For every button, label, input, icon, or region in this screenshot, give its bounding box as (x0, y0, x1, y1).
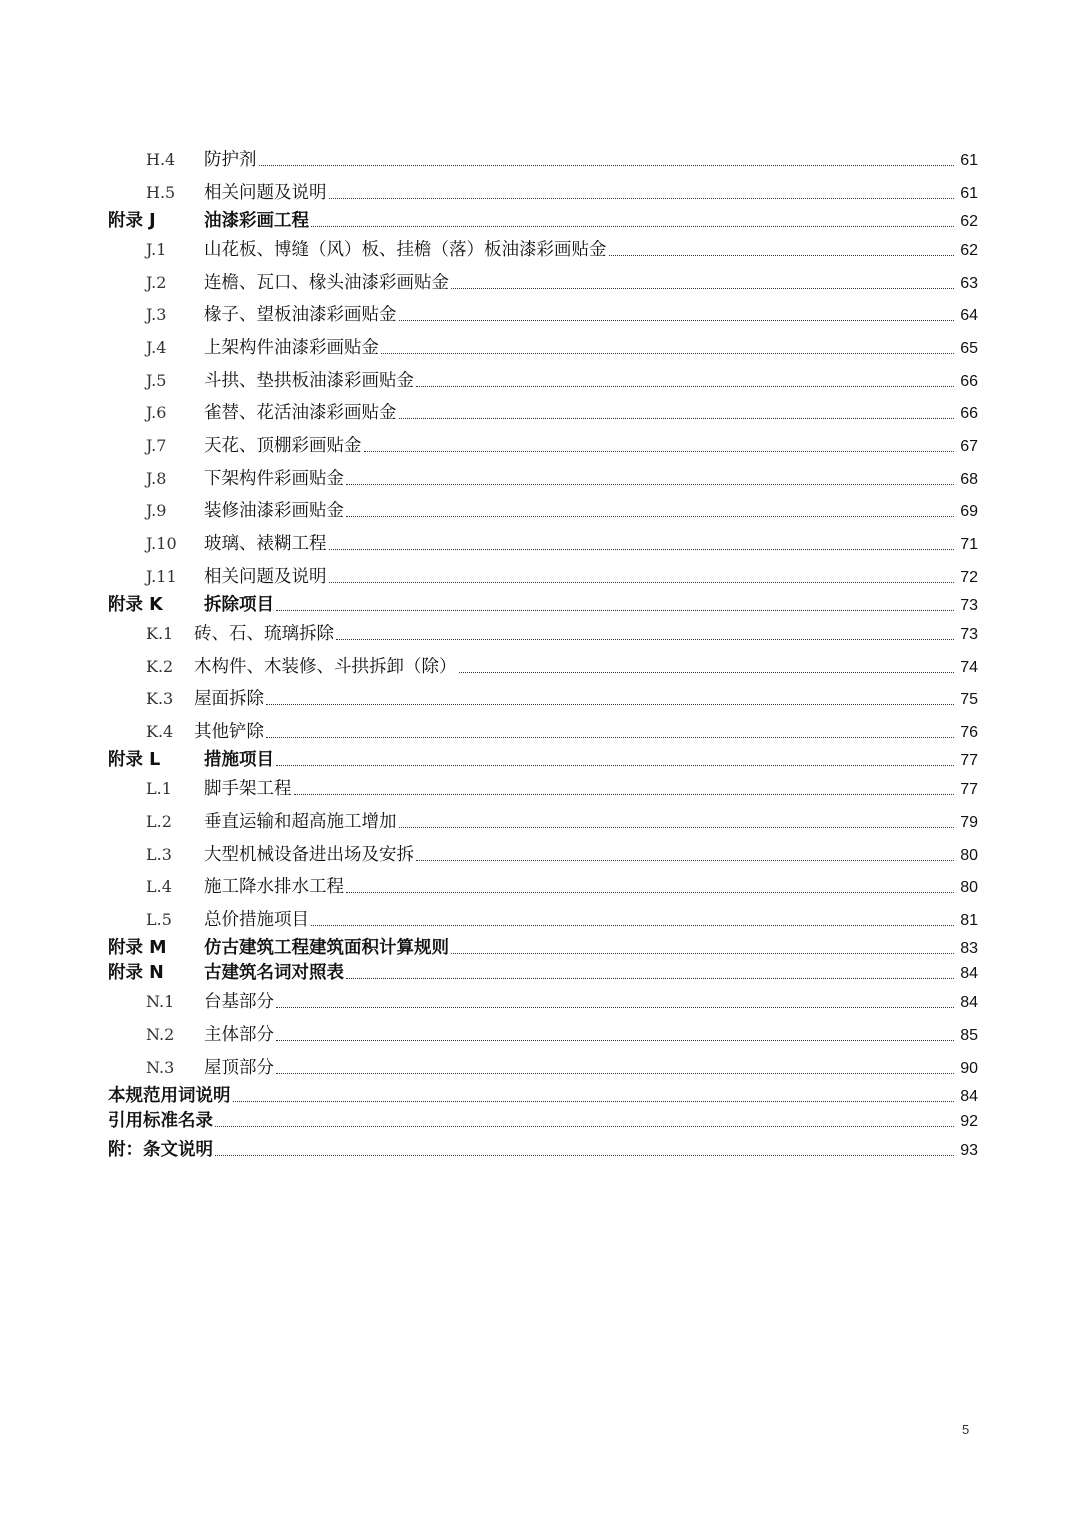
dot-leader (451, 287, 954, 289)
toc-entry-title: 大型机械设备进出场及安拆 (204, 845, 414, 865)
toc-entry (108, 433, 978, 459)
toc-entry-page: 83 (960, 940, 978, 957)
toc-entry-page: 64 (960, 307, 978, 324)
toc-entry-title: 施工降水排水工程 (204, 877, 344, 897)
toc-entry-page: 73 (960, 597, 978, 614)
toc-entry-number: 附录 N (108, 963, 164, 983)
toc-entry-number: N.3 (146, 1058, 175, 1077)
toc-entry-number: L.3 (146, 845, 172, 864)
toc-entry-page: 90 (960, 1060, 978, 1077)
toc-entry (108, 1108, 978, 1134)
toc-entry-page: 61 (960, 185, 978, 202)
toc-entry-page: 81 (960, 912, 978, 929)
toc-entry-page: 62 (960, 213, 978, 230)
toc-entry (108, 1055, 978, 1081)
dot-leader (399, 417, 955, 419)
toc-entry (108, 400, 978, 426)
dot-leader (276, 609, 954, 611)
toc-entry-page: 80 (960, 847, 978, 864)
toc-entry (108, 621, 978, 647)
toc-entry-page: 69 (960, 503, 978, 520)
toc-entry-number: K.2 (146, 657, 174, 676)
toc-entry-page: 62 (960, 242, 978, 259)
toc-entry (108, 368, 978, 394)
toc-entry-page: 63 (960, 275, 978, 292)
dot-leader (266, 703, 954, 705)
toc-entry-number: L.4 (146, 877, 172, 896)
toc-entry (108, 960, 978, 986)
dot-leader (259, 164, 955, 166)
dot-leader (399, 319, 955, 321)
toc-entry-title: 总价措施项目 (204, 910, 309, 930)
toc-entry-title: 斗拱、垫拱板油漆彩画贴金 (204, 371, 414, 391)
dot-leader (276, 764, 954, 766)
toc-entry-title: 屋顶部分 (204, 1058, 274, 1078)
dot-leader (459, 671, 955, 673)
dot-leader (336, 638, 954, 640)
toc-entry-number: J.2 (146, 273, 167, 292)
toc-entry-number: K.3 (146, 689, 174, 708)
toc-entry-title: 本规范用词说明 (108, 1086, 231, 1106)
toc-entry-title: 上架构件油漆彩画贴金 (204, 338, 379, 358)
dot-leader (215, 1154, 954, 1156)
dot-leader (215, 1125, 954, 1127)
toc-entry-page: 67 (960, 438, 978, 455)
toc-entry-title: 雀替、花活油漆彩画贴金 (204, 403, 397, 423)
toc-entry-title: 附：条文说明 (108, 1140, 213, 1160)
toc-entry-number: J.1 (146, 240, 167, 259)
toc-entry-page: 85 (960, 1027, 978, 1044)
toc-entry-page: 76 (960, 724, 978, 741)
dot-leader (346, 483, 954, 485)
toc-entry-page: 77 (960, 752, 978, 769)
toc-entry-number: H.4 (146, 150, 176, 169)
dot-leader (346, 891, 954, 893)
toc-entry-number: 附录 J (108, 211, 156, 231)
toc-entry (108, 809, 978, 835)
toc-entry-page: 61 (960, 152, 978, 169)
dot-leader (294, 793, 955, 795)
toc-entry (108, 907, 978, 933)
toc-entry-page: 68 (960, 471, 978, 488)
toc-entry (108, 874, 978, 900)
toc-entry (108, 498, 978, 524)
toc-entry (108, 989, 978, 1015)
toc-entry (108, 842, 978, 868)
toc-entry-number: L.2 (146, 812, 172, 831)
toc-entry-title: 屋面拆除 (194, 689, 264, 709)
page-number: 5 (962, 1422, 970, 1437)
toc-entry-page: 79 (960, 814, 978, 831)
toc-entry (108, 1137, 978, 1163)
toc-entry-title: 木构件、木装修、斗拱拆卸（除） (194, 657, 457, 677)
toc-entry-page: 93 (960, 1142, 978, 1159)
dot-leader (329, 581, 955, 583)
toc-entry (108, 747, 978, 773)
toc-entry-title: 垂直运输和超高施工增加 (204, 812, 397, 832)
toc-entry-title: 拆除项目 (204, 595, 274, 615)
toc-entry-title: 砖、石、琉璃拆除 (194, 624, 334, 644)
toc-entry-title: 连檐、瓦口、椽头油漆彩画贴金 (204, 273, 449, 293)
toc-entry (108, 564, 978, 590)
dot-leader (399, 826, 955, 828)
toc-entry-number: J.7 (146, 436, 167, 455)
toc-entry-page: 65 (960, 340, 978, 357)
toc-entry-page: 92 (960, 1113, 978, 1130)
toc-entry (108, 776, 978, 802)
toc-entry-title: 主体部分 (204, 1025, 274, 1045)
toc-entry (108, 466, 978, 492)
toc-entry-number: L.5 (146, 910, 172, 929)
dot-leader (416, 859, 954, 861)
toc-entry (108, 686, 978, 712)
toc-entry (108, 335, 978, 361)
dot-leader (311, 225, 954, 227)
toc-entry-number: J.3 (146, 305, 167, 324)
toc-entry-number: N.2 (146, 1025, 175, 1044)
toc-entry-title: 引用标准名录 (108, 1111, 213, 1131)
dot-leader (276, 1006, 954, 1008)
toc-entry-title: 防护剂 (204, 150, 257, 170)
toc-entry (108, 147, 978, 173)
dot-leader (329, 548, 955, 550)
toc-entry-number: J.4 (146, 338, 167, 357)
toc-entry-title: 装修油漆彩画贴金 (204, 501, 344, 521)
toc-entry-title: 古建筑名词对照表 (204, 963, 344, 983)
dot-leader (276, 1072, 954, 1074)
toc-entry-number: 附录 M (108, 938, 167, 958)
toc-entry (108, 1022, 978, 1048)
toc-entry (108, 935, 978, 961)
toc-entry (108, 719, 978, 745)
toc-entry-title: 玻璃、裱糊工程 (204, 534, 327, 554)
toc-entry-number: 附录 K (108, 595, 163, 615)
toc-entry-title: 山花板、博缝（风）板、挂檐（落）板油漆彩画贴金 (204, 240, 607, 260)
toc-entry-number: 附录 L (108, 750, 161, 770)
toc-entry-number: K.1 (146, 624, 174, 643)
toc-entry (108, 531, 978, 557)
toc-entry-page: 73 (960, 626, 978, 643)
toc-entry-title: 脚手架工程 (204, 779, 292, 799)
toc-entry-number: J.9 (146, 501, 167, 520)
dot-leader (381, 352, 954, 354)
dot-leader (346, 977, 954, 979)
dot-leader (416, 385, 954, 387)
toc-entry-page: 84 (960, 965, 978, 982)
dot-leader (276, 1039, 954, 1041)
toc-entry (108, 270, 978, 296)
dot-leader (451, 952, 954, 954)
toc-entry-page: 74 (960, 659, 978, 676)
toc-entry (108, 208, 978, 234)
toc-entry-number: K.4 (146, 722, 174, 741)
toc-entry-number: J.5 (146, 371, 167, 390)
toc-entry-title: 措施项目 (204, 750, 274, 770)
toc-entry-title: 台基部分 (204, 992, 274, 1012)
toc-entry-title: 椽子、望板油漆彩画贴金 (204, 305, 397, 325)
dot-leader (609, 254, 955, 256)
toc-entry-number: L.1 (146, 779, 172, 798)
toc-entry-page: 66 (960, 405, 978, 422)
toc-entry-title: 相关问题及说明 (204, 183, 327, 203)
toc-entry-page: 84 (960, 1088, 978, 1105)
dot-leader (266, 736, 954, 738)
toc-entry-page: 84 (960, 994, 978, 1011)
toc-entry-page: 77 (960, 781, 978, 798)
toc-entry (108, 180, 978, 206)
dot-leader (364, 450, 955, 452)
toc-entry-number: J.6 (146, 403, 167, 422)
toc-entry-title: 下架构件彩画贴金 (204, 469, 344, 489)
toc-entry-number: J.8 (146, 469, 167, 488)
toc-entry-title: 油漆彩画工程 (204, 211, 309, 231)
toc-entry-number: J.10 (146, 534, 177, 553)
dot-leader (346, 515, 954, 517)
toc-entry-number: H.5 (146, 183, 176, 202)
dot-leader (311, 924, 954, 926)
toc-entry-title: 天花、顶棚彩画贴金 (204, 436, 362, 456)
toc-entry-title: 相关问题及说明 (204, 567, 327, 587)
toc-entry-page: 80 (960, 879, 978, 896)
toc-entry-page: 72 (960, 569, 978, 586)
toc-entry-page: 75 (960, 691, 978, 708)
toc-entry (108, 1083, 978, 1109)
toc-entry-number: N.1 (146, 992, 175, 1011)
toc-entry (108, 592, 978, 618)
toc-entry-page: 66 (960, 373, 978, 390)
toc-entry-title: 仿古建筑工程建筑面积计算规则 (204, 938, 449, 958)
dot-leader (233, 1100, 955, 1102)
toc-entry-number: J.11 (146, 567, 177, 586)
toc-entry-title: 其他铲除 (194, 722, 264, 742)
toc-entry-page: 71 (960, 536, 978, 553)
toc-entry (108, 302, 978, 328)
dot-leader (329, 197, 955, 199)
toc-entry (108, 654, 978, 680)
toc-entry (108, 237, 978, 263)
